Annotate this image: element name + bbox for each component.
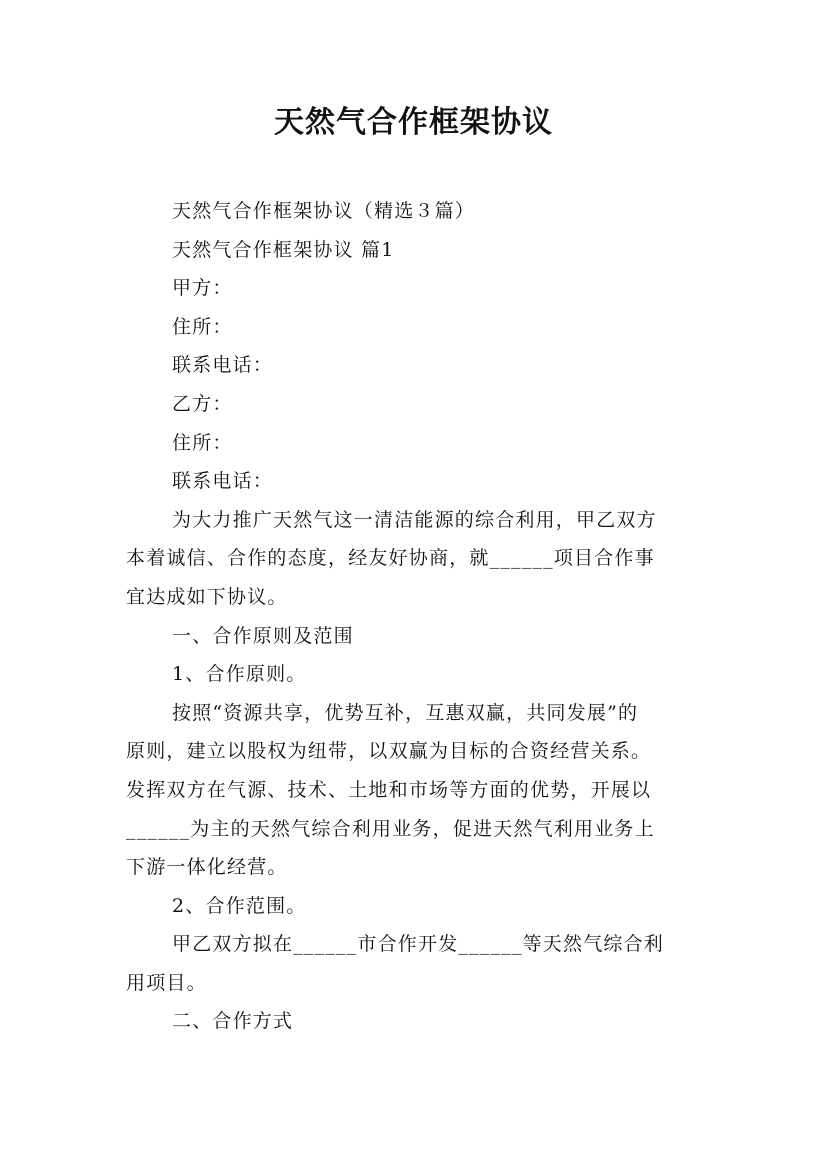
paragraph-line: 甲乙双方拟在______市合作开发______等天然气综合利 [172, 933, 665, 956]
paragraph-line: 2、合作范围。 [172, 894, 307, 917]
paragraph-line: 住所： [172, 315, 233, 338]
document-body [126, 192, 706, 1041]
paragraph-line: 二、合作方式 [172, 1010, 294, 1033]
paragraph-line: 用项目。 [126, 971, 207, 994]
paragraph-line: 1、合作原则。 [172, 663, 307, 686]
paragraph-line: 本着诚信、合作的态度，经友好协商，就______项目合作事 [126, 547, 655, 570]
document-title: 天然气合作框架协议 [274, 105, 553, 140]
paragraph-line: 甲方： [172, 277, 233, 300]
paragraph-line: 天然气合作框架协议 篇1 [172, 238, 395, 261]
paragraph-line: 为大力推广天然气这一清洁能源的综合利用，甲乙双方 [172, 508, 657, 531]
paragraph-line: 宜达成如下协议。 [126, 585, 288, 608]
paragraph-line: 住所： [172, 431, 233, 454]
paragraph-line: 联系电话： [172, 470, 274, 493]
paragraph-line: 下游一体化经营。 [126, 856, 288, 879]
paragraph-line: 发挥双方在气源、技术、土地和市场等方面的优势，开展以 [126, 778, 652, 801]
paragraph-line: 一、合作原则及范围 [172, 624, 354, 647]
paragraph-line: 乙方： [172, 392, 233, 415]
paragraph-line: 联系电话： [172, 354, 274, 377]
paragraph-line: 天然气合作框架协议（精选３篇） [172, 200, 476, 222]
paragraph-line: 按照“资源共享，优势互补，互惠双赢，共同发展”的 [172, 701, 639, 724]
paragraph-line: ______为主的天然气综合利用业务，促进天然气利用业务上 [126, 817, 655, 840]
paragraph-line: 原则，建立以股权为纽带，以双赢为目标的合资经营关系。 [126, 740, 652, 763]
